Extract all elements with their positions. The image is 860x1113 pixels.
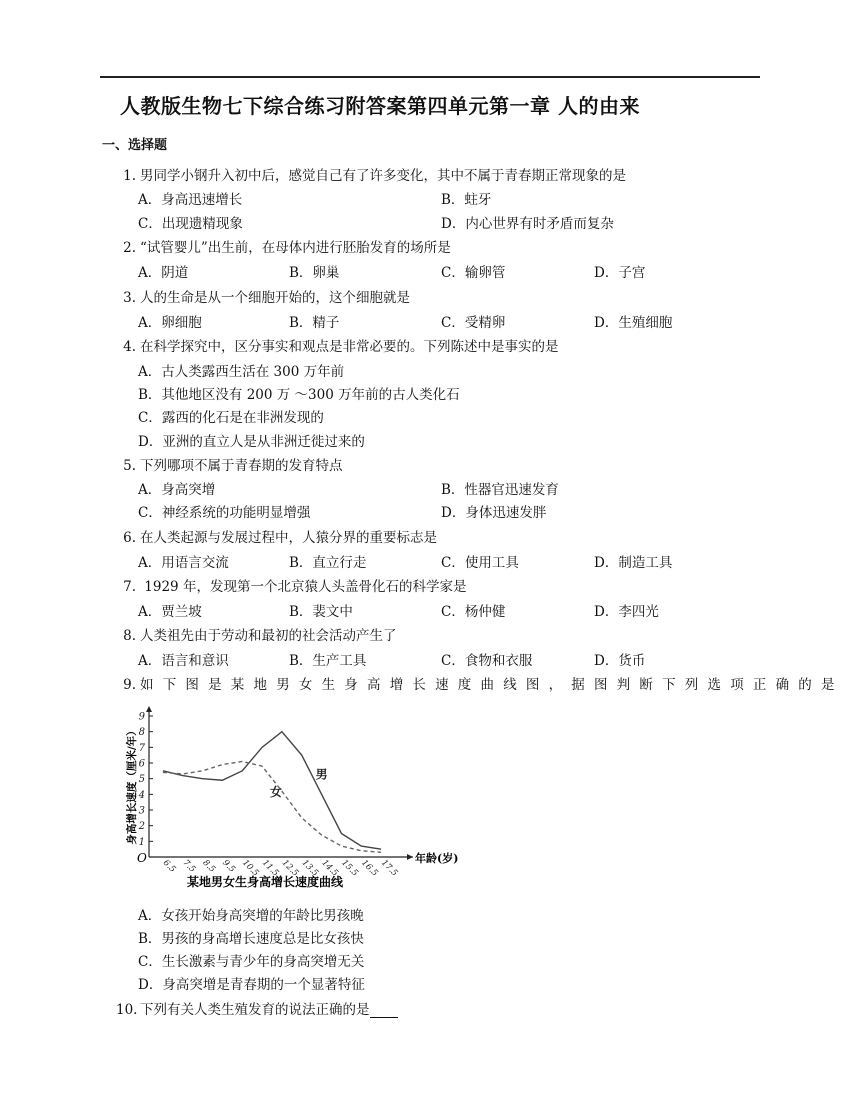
question-text: 男同学小钢升入初中后，感觉自己有了许多变化，其中不属于青春期正常现象的是 (140, 168, 626, 184)
option-8b[interactable]: B．生产工具 (289, 653, 367, 669)
option-5a[interactable]: A．身高突增 (138, 482, 216, 498)
y-axis-arrow (146, 706, 152, 712)
question-1 (116, 164, 626, 184)
chart-title: 某地男女生身高增长速度曲线 (186, 875, 344, 889)
section-heading: 一、选择题 (102, 138, 168, 153)
option-8c[interactable]: C．食物和衣服 (441, 653, 533, 669)
y-axis-label: 身高增长速度（厘米/年） (126, 725, 138, 845)
option-1a[interactable]: A．身高迅速增长 (138, 192, 243, 208)
chart-lines (163, 732, 381, 853)
option-7c[interactable]: C．杨仲健 (441, 604, 506, 620)
x-tick-label: 16.5 (359, 858, 380, 879)
option-4c[interactable]: C．露西的化石是在非洲发现的 (138, 410, 324, 426)
option-3a[interactable]: A．卵细胞 (138, 315, 202, 331)
top-rule (100, 76, 760, 78)
question-number: 1. (123, 168, 136, 184)
question-text: 如下图是某地男女生身高增长速度曲线图，据图判断下列选项正确的是 (140, 677, 844, 693)
series-label: 女 (270, 784, 283, 799)
question-text: 人的生命是从一个细胞开始的，这个细胞就是 (140, 290, 410, 306)
option-6c[interactable]: C．使用工具 (441, 555, 519, 571)
question-2 (116, 236, 451, 256)
question-9 (116, 673, 844, 693)
question-number: 5. (123, 458, 136, 474)
y-tick-label: 6 (138, 758, 145, 770)
question-number: 9. (123, 677, 136, 693)
option-4d[interactable]: D．亚洲的直立人是从非洲迁徙过来的 (138, 434, 365, 450)
option-3d[interactable]: D．生殖细胞 (594, 315, 673, 331)
y-tick-label: 7 (138, 742, 145, 754)
question-number: 6. (123, 530, 136, 546)
option-9b[interactable]: B．男孩的身高增长速度总是比女孩快 (138, 931, 364, 947)
question-number: 3. (123, 290, 136, 306)
question-text: “试管婴儿”出生前，在母体内进行胚胎发育的场所是 (140, 240, 451, 256)
height-growth-chart (125, 700, 459, 895)
question-number: 4. (123, 339, 136, 355)
y-tick-label: 2 (138, 821, 145, 833)
option-1b[interactable]: B．蛀牙 (441, 192, 492, 208)
x-tick-label: 7.5 (180, 858, 198, 875)
option-2c[interactable]: C．输卵管 (441, 265, 506, 281)
option-7d[interactable]: D．李四光 (594, 604, 659, 620)
x-tick-label: 9.5 (220, 858, 237, 875)
x-tick-label: 11.5 (259, 858, 281, 879)
option-5d[interactable]: D．身体迅速发胖 (441, 505, 547, 521)
y-tick-label: 8 (138, 727, 145, 739)
page-title: 人教版生物七下综合练习附答案第四单元第一章 人的由来 (120, 94, 640, 118)
question-text: 下列有关人类生殖发育的说法正确的是 (140, 1002, 370, 1018)
x-tick-label: 17.5 (378, 858, 400, 879)
question-text: 1929 年，发现第一个北京猿人头盖骨化石的科学家是 (140, 579, 467, 595)
option-6a[interactable]: A．用语言交流 (138, 555, 229, 571)
x-tick-label: 12.5 (279, 858, 301, 879)
y-ticks (138, 712, 153, 848)
y-tick-label: 9 (138, 711, 145, 723)
option-2d[interactable]: D．子宫 (594, 265, 646, 281)
option-5b[interactable]: B．性器官迅速发育 (441, 482, 559, 498)
option-3c[interactable]: C．受精卵 (441, 315, 506, 331)
x-tick-label: 13.5 (299, 858, 321, 879)
question-number: 8. (123, 628, 136, 644)
question-text: 在科学探究中，区分事实和观点是非常必要的。下列陈述中是事实的是 (140, 339, 559, 355)
option-4a[interactable]: A．古人类露西生活在 300 万年前 (138, 364, 345, 380)
question-4 (116, 335, 559, 355)
series-label: 男 (315, 767, 328, 782)
option-6d[interactable]: D．制造工具 (594, 555, 673, 571)
chart-axes (146, 706, 413, 860)
origin-label: O (137, 851, 147, 865)
option-8d[interactable]: D．货币 (594, 653, 646, 669)
y-tick-label: 4 (138, 789, 145, 801)
question-number: 10. (116, 1002, 138, 1018)
option-1d[interactable]: D．内心世界有时矛盾而复杂 (441, 216, 614, 232)
question-number: 2. (123, 240, 136, 256)
x-axis-arrow (407, 854, 413, 860)
question-3 (116, 286, 410, 306)
x-tick-label: 14.5 (319, 858, 340, 879)
option-2b[interactable]: B．卵巢 (289, 265, 340, 281)
option-8a[interactable]: A．语言和意识 (138, 653, 229, 669)
option-4b[interactable]: B．其他地区没有 200 万 ～300 万年前的古人类化石 (138, 387, 460, 403)
question-text: 在人类起源与发展过程中，人猿分界的重要标志是 (140, 530, 437, 546)
y-tick-label: 3 (138, 805, 145, 817)
x-tick-label: 15.5 (339, 858, 360, 879)
option-9c[interactable]: C．生长激素与青少年的身高突增无关 (138, 954, 365, 970)
option-1c[interactable]: C．出现遗精现象 (138, 216, 243, 232)
x-tick-label: 6.5 (160, 858, 178, 875)
option-7b[interactable]: B．裴文中 (289, 604, 353, 620)
question-7 (116, 575, 466, 595)
question-number: 7. (123, 579, 136, 595)
option-9a[interactable]: A．女孩开始身高突增的年龄比男孩晚 (138, 908, 364, 924)
option-7a[interactable]: A．贾兰坡 (138, 604, 202, 620)
x-tick-label: 10.5 (240, 858, 261, 879)
question-10 (116, 998, 398, 1018)
question-5 (116, 454, 343, 474)
y-tick-label: 1 (138, 836, 145, 848)
option-3b[interactable]: B．精子 (289, 315, 340, 331)
y-tick-label: 5 (138, 774, 145, 786)
x-axis-label: 年龄(岁) (415, 852, 459, 865)
option-6b[interactable]: B．直立行走 (289, 555, 367, 571)
question-text: 人类祖先由于劳动和最初的社会活动产生了 (140, 628, 397, 644)
x-tick-label: 8.5 (200, 858, 218, 875)
question-6 (116, 526, 437, 546)
question-8 (116, 624, 397, 644)
option-5c[interactable]: C．神经系统的功能明显增强 (138, 505, 311, 521)
question-text: 下列哪项不属于青春期的发育特点 (140, 458, 343, 474)
answer-blank[interactable] (370, 1004, 398, 1018)
option-9d[interactable]: D．身高突增是青春期的一个显著特征 (138, 977, 365, 993)
option-2a[interactable]: A．阴道 (138, 265, 189, 281)
